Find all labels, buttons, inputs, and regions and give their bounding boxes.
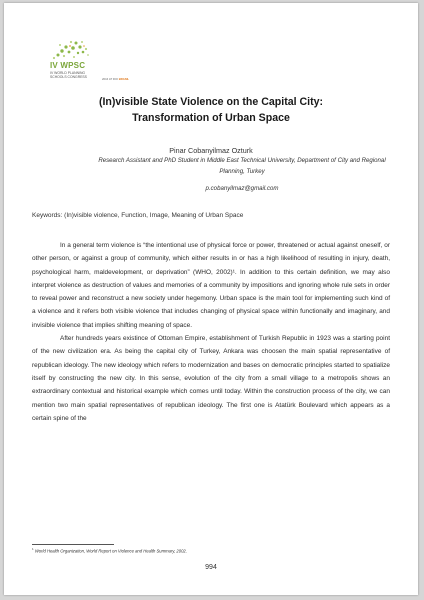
author-affiliation: Research Assistant and PhD Student in Middle East Technical University, Department of City and Regional Planning, Turkey [98,157,386,175]
document-page [4,3,418,595]
body-text [32,239,390,425]
logo-location-prefix: 2016 AT RIO [102,77,118,81]
paper-title-line-1: (In)visible State Violence on the Capital City: [98,96,324,108]
author-email: p.cobanyilmaz@gmail.com [205,185,279,192]
author-name: Pinar Cobanyilmaz Ozturk [169,146,253,155]
footnote [32,547,187,553]
footnote-mark: 1 [32,547,34,551]
logo-location [102,77,129,81]
congress-logo [36,37,176,85]
logo-location-highlight: BRASIL [118,77,130,81]
paper-title-line-2: Transformation of Urban Space [132,112,290,124]
page-number: 994 [205,564,217,571]
paragraph: After hundreds years existince of Ottoman Empire, establishment of Turkish Republic in 1923 was a starting point of the new civilization era. As being the capital city of Turkey, Ankara was choosen the main spatial representative of republican ideology. The new ideology which refers to modernization and bases on democratic principles started to spatialize itself by constructing the new city. In this sense, evolution of the city from a small village to a metropolis shows an extraordinary contextual and historical example which comes until today. Within the construction process of the city, we can mention two main spatial representatives of republican ideology. The first one is Atatürk Boulevard which appears as a certain spine of the [32,335,390,422]
logo-title: IV WPSC [50,61,86,70]
logo-subtitle: IV WORLD PLANNING SCHOOLS CONGRESS [50,71,87,79]
footnote-divider [32,544,114,545]
keywords: Keywords: (In)visible violence, Function, Image, Meaning of Urban Space [32,212,244,219]
footnote-text: World Health Organization, World Report on Violence and Health Summary, 2002. [34,548,187,554]
logo-dots-icon [36,37,106,63]
paragraph: In a general term violence is “the intentional use of physical force or power, threatened or actual against oneself, or other person, or against a group of community, which either results in or has a high likelihood of resulting in injury, death, psychological harm, maldevelopment, or deprivation” (WHO, 2002)¹. In addition to this certain definition, we may also interpret violence as destruction of values and memories of a community by impositions and ignoring whole rule sets in order to reveal power and reconstruct a new society under hegemony. Urban space is the main tool for implementing such kind of a violence and it refers both visible violence that includes changing of physical space within functionally and imaginary, and invisible violence that implies shifting meaning of space. [32,242,390,329]
